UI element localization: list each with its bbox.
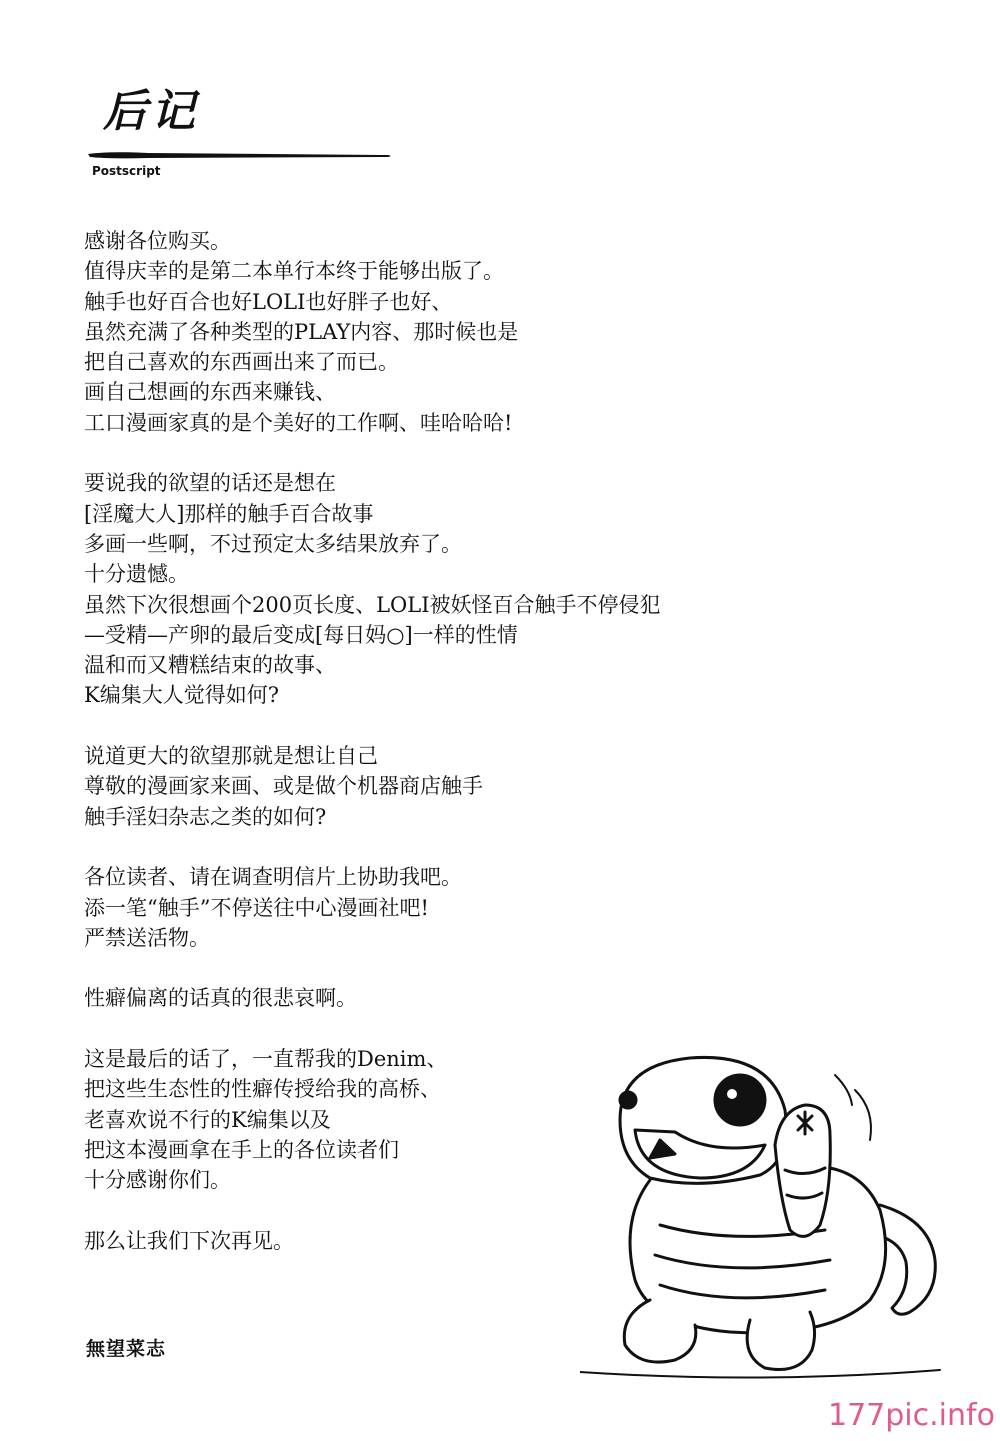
text-line: 添一笔“触手”不停送往中心漫画社吧!	[84, 895, 429, 920]
watermark: 177pic.info	[828, 1398, 995, 1433]
text-line: 要说我的欲望的话还是想在	[84, 471, 336, 496]
text-line: 多画一些啊，不过预定太多结果放弃了。	[84, 531, 462, 556]
text-line: 这是最后的话了，一直帮我的Denim、	[84, 1047, 448, 1072]
title-brush-rule	[88, 150, 393, 164]
text-line: 说道更大的欲望那就是想让自己	[84, 744, 378, 769]
paragraph	[84, 862, 724, 953]
text-line: —受精—产卵的最后变成[每日妈○]一样的性情	[84, 622, 518, 647]
text-line: [淫魔大人]那样的触手百合故事	[84, 501, 374, 526]
text-line: 十分遗憾。	[84, 562, 189, 587]
paragraph	[84, 468, 724, 710]
text-line: 把这本漫画拿在手上的各位读者们	[84, 1137, 399, 1162]
text-line: K编集大人觉得如何?	[84, 683, 279, 708]
paragraph	[84, 741, 724, 832]
text-line: 把自己喜欢的东西画出来了而已。	[84, 350, 399, 375]
text-line: 那么让我们下次再见。	[84, 1228, 294, 1253]
page-title: 后记	[103, 86, 199, 137]
text-line: 值得庆幸的是第二本单行本终于能够出版了。	[84, 259, 504, 284]
text-line: 感谢各位购买。	[84, 229, 231, 253]
text-line: 虽然充满了各种类型的PLAY内容、那时候也是	[84, 319, 519, 344]
turtle-mascot-icon	[580, 1050, 950, 1390]
page-subtitle: Postscript	[92, 164, 161, 178]
text-line: 工口漫画家真的是个美好的工作啊、哇哈哈哈!	[84, 410, 513, 435]
text-line: 十分感谢你们。	[84, 1168, 231, 1193]
text-line: 性癖偏离的话真的很悲哀啊。	[84, 986, 357, 1011]
paragraph	[84, 983, 724, 1013]
text-line: 触手淫妇杂志之类的如何?	[84, 804, 327, 829]
author-signature: 無望菜志	[86, 1338, 167, 1360]
text-line: 尊敬的漫画家来画、或是做个机器商店触手	[84, 774, 483, 799]
text-line: 虽然下次很想画个200页长度、LOLI被妖怪百合触手不停侵犯	[84, 592, 661, 617]
text-line: 老喜欢说不行的K编集以及	[84, 1107, 331, 1132]
paragraph	[84, 226, 724, 438]
text-line: 把这些生态性的性癖传授给我的高桥、	[84, 1077, 441, 1102]
text-line: 温和而又糟糕结束的故事、	[84, 653, 336, 678]
text-line: 画自己想画的东西来赚钱、	[84, 380, 336, 405]
text-line: 各位读者、请在调查明信片上协助我吧。	[84, 865, 462, 890]
text-line: 严禁送活物。	[84, 925, 210, 950]
text-line: 触手也好百合也好LOLI也好胖子也好、	[84, 289, 453, 314]
